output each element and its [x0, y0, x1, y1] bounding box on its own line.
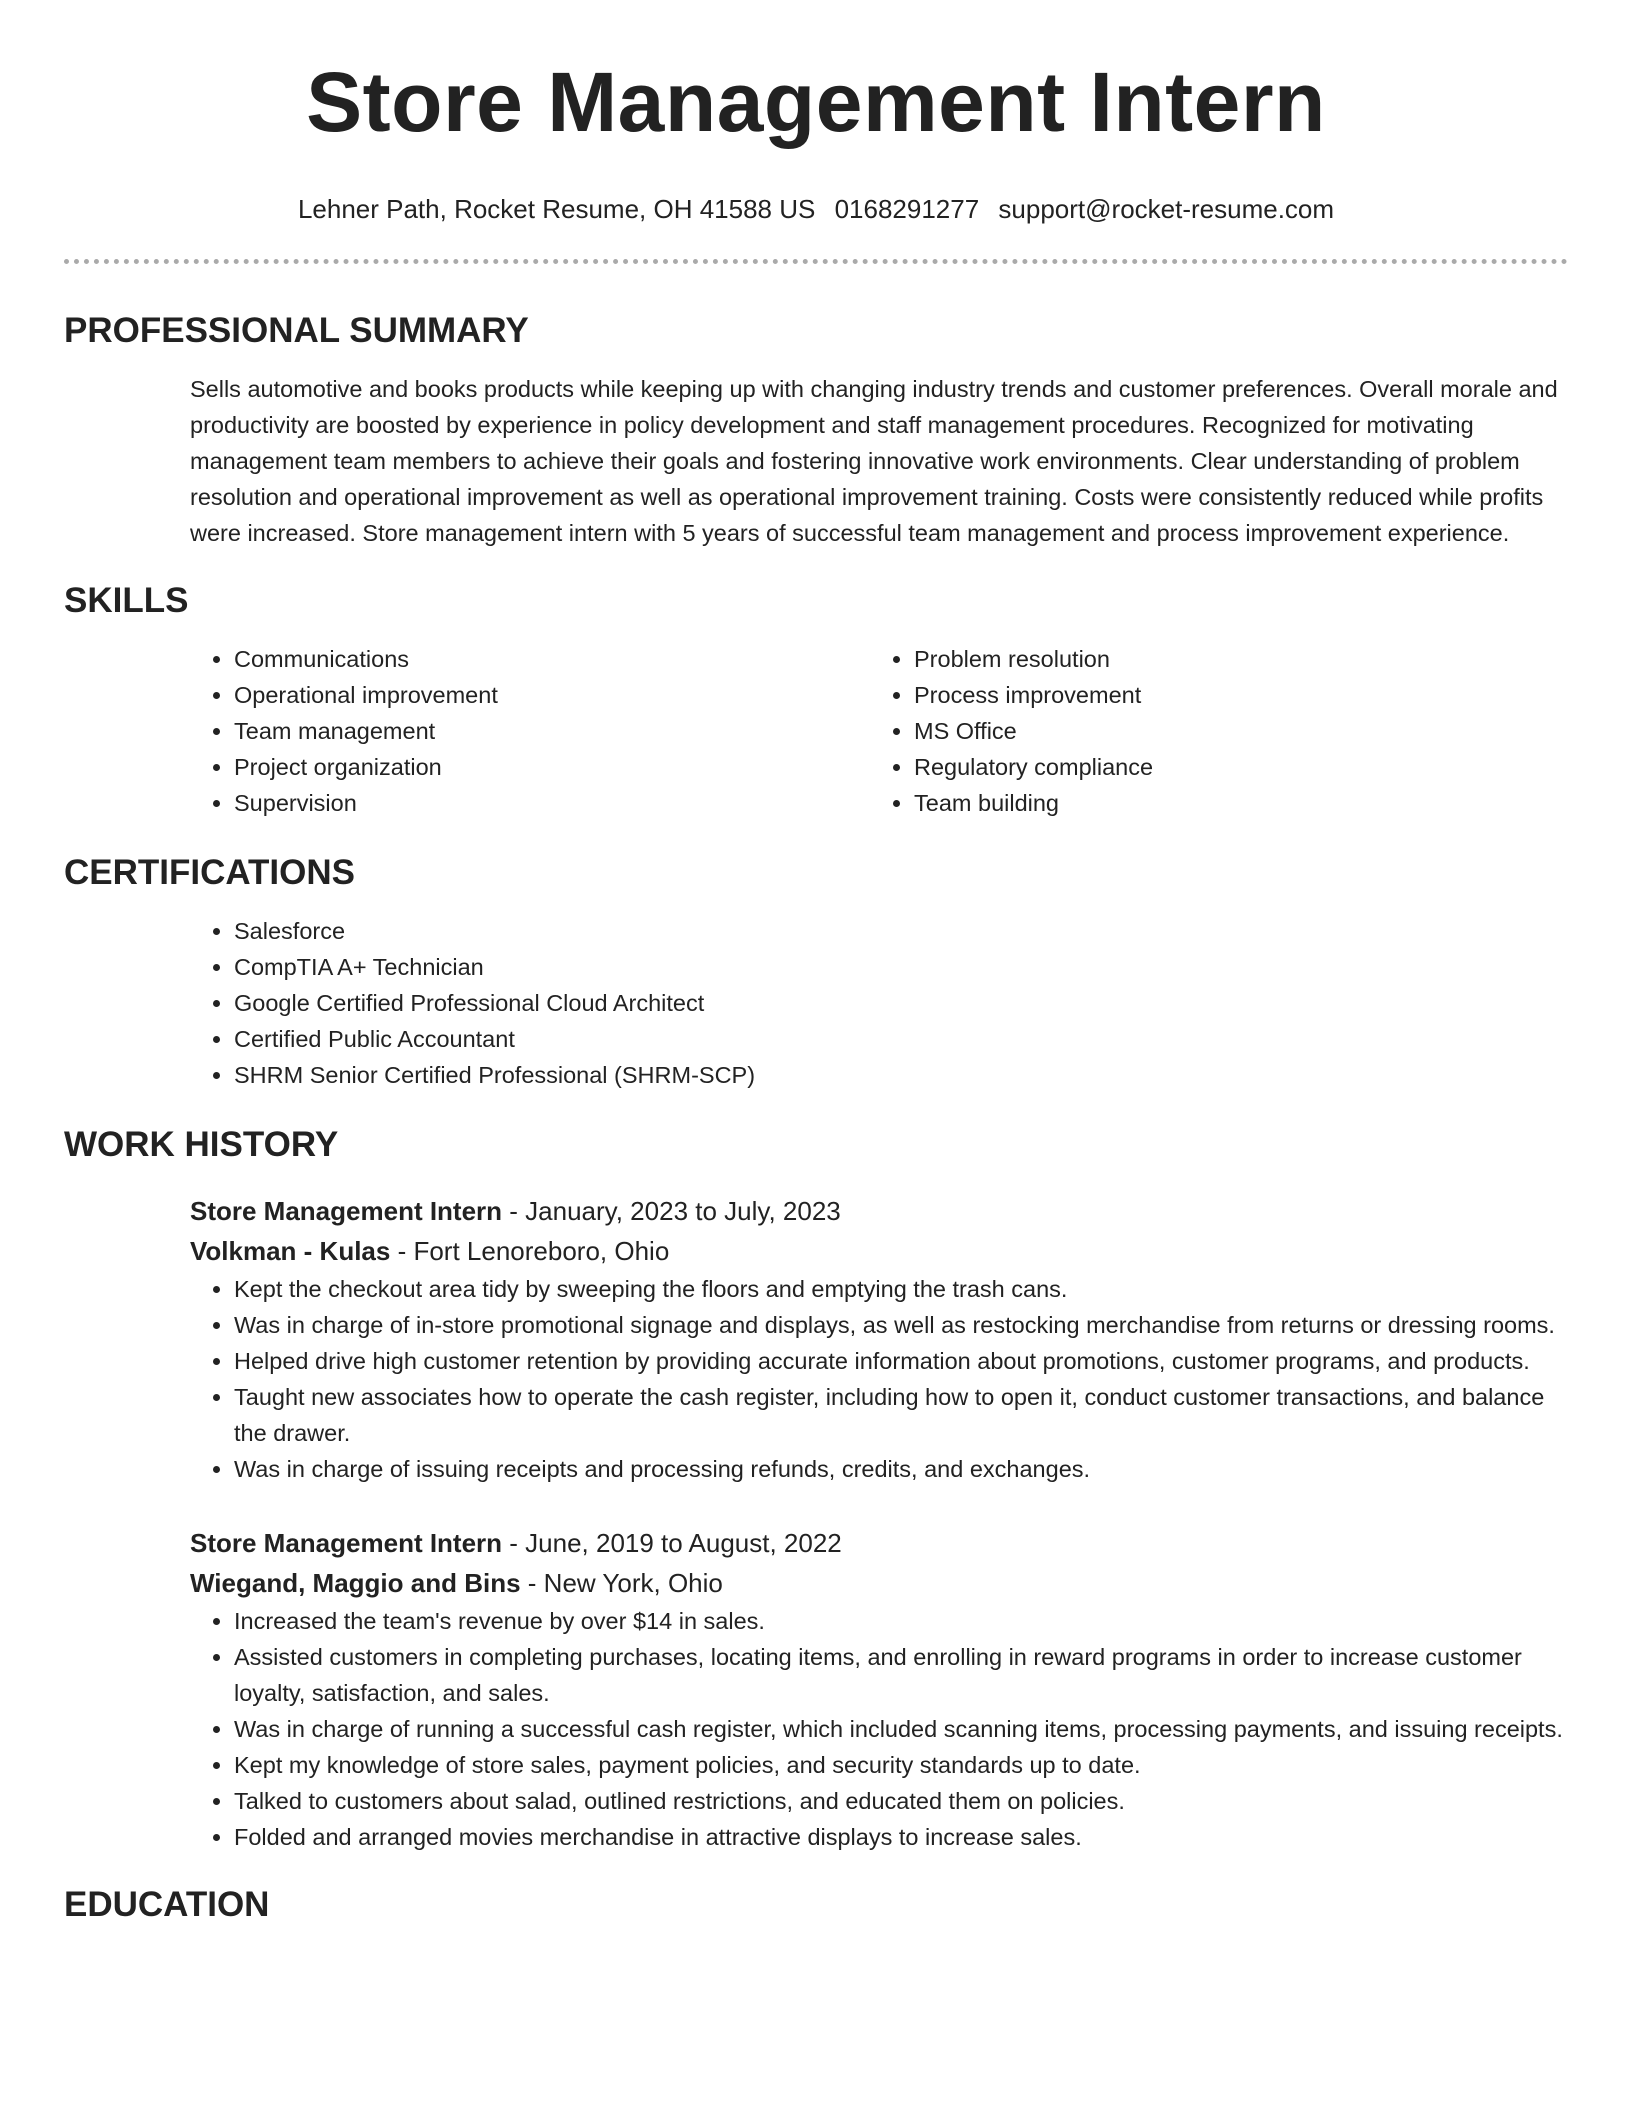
contact-phone: 0168291277 — [834, 194, 980, 224]
certification-item: • SHRM Senior Certified Professional (SHRM-SCP) — [234, 1057, 1568, 1093]
job-bullet: • Kept the checkout area tidy by sweeping the floors and emptying the trash cans. — [234, 1271, 1568, 1307]
skills-list-right — [870, 641, 1550, 821]
job-company-line — [190, 1563, 1568, 1603]
job-bullet: • Was in charge of running a successful cash register, which included scanning items, processing payments, and issuing receipts. — [234, 1711, 1568, 1747]
job-company: Volkman - Kulas — [190, 1236, 391, 1266]
skill-item: • MS Office — [914, 713, 1550, 749]
job-dates: - January, 2023 to July, 2023 — [502, 1196, 841, 1226]
skills-heading: SKILLS — [64, 581, 189, 620]
contact-line — [64, 192, 1568, 226]
header-divider — [64, 259, 1568, 264]
job-bullet: • Talked to customers about salad, outlined restrictions, and educated them on policies. — [234, 1783, 1568, 1819]
job-bullet: • Folded and arranged movies merchandise in attractive displays to increase sales. — [234, 1819, 1568, 1855]
job-bullet: • Increased the team's revenue by over $14 in sales. — [234, 1603, 1568, 1639]
job-location: - New York, Ohio — [520, 1568, 723, 1598]
job-bullet: • Assisted customers in completing purchases, locating items, and enrolling in reward programs in order to increase customer loyalty, satisfaction, and sales. — [234, 1639, 1568, 1711]
skill-item: • Regulatory compliance — [914, 749, 1550, 785]
skill-item: • Problem resolution — [914, 641, 1550, 677]
skill-item: • Supervision — [234, 785, 870, 821]
work-history-heading: WORK HISTORY — [64, 1125, 339, 1164]
skills-column-left — [190, 641, 870, 821]
job-role: Store Management Intern — [190, 1528, 503, 1558]
certification-item: • CompTIA A+ Technician — [234, 949, 1568, 985]
resume-name: Store Management Intern — [306, 55, 1326, 149]
job-bullets — [190, 1271, 1568, 1487]
job-dates: - June, 2019 to August, 2022 — [502, 1528, 842, 1558]
contact-address: Lehner Path, Rocket Resume, OH 41588 US — [297, 194, 816, 224]
skill-item: • Team building — [914, 785, 1550, 821]
summary-heading: PROFESSIONAL SUMMARY — [64, 311, 529, 350]
job-title-line — [190, 1191, 1568, 1231]
certifications-list-wrapper — [190, 913, 1568, 1093]
job-bullet: • Was in charge of in-store promotional signage and displays, as well as restocking merchandise from returns or dressing rooms. — [234, 1307, 1568, 1343]
skill-item: • Communications — [234, 641, 870, 677]
job-title-line — [190, 1523, 1568, 1563]
skill-item: • Team management — [234, 713, 870, 749]
job-bullets — [190, 1603, 1568, 1855]
job-company-line — [190, 1231, 1568, 1271]
certifications-list — [190, 913, 1568, 1093]
skills-column-right — [870, 641, 1550, 821]
certifications-heading: CERTIFICATIONS — [64, 853, 356, 892]
job-entry — [190, 1191, 1568, 1487]
summary-text: Sells automotive and books products while keeping up with changing industry trends and customer preferences. Overall morale and productivity are boosted by experience in policy development and staff management procedures. Recognized for motivating management team members to achieve their goals and fostering innovative work environments. Clear understanding of problem resolution and operational improvement as well as operational improvement training. Costs were consistently reduced while profits were increased. Store management intern with 5 years of successful team management and process improvement experience. — [190, 376, 1558, 546]
education-heading: EDUCATION — [64, 1885, 270, 1924]
skills-list-left — [190, 641, 870, 821]
job-bullet: • Was in charge of issuing receipts and processing refunds, credits, and exchanges. — [234, 1451, 1568, 1487]
job-company: Wiegand, Maggio and Bins — [190, 1568, 521, 1598]
job-location: - Fort Lenoreboro, Ohio — [390, 1236, 670, 1266]
contact-email: support@rocket-resume.com — [998, 194, 1335, 224]
job-entry — [190, 1523, 1568, 1855]
job-bullet: • Taught new associates how to operate the cash register, including how to open it, conduct customer transactions, and balance the drawer. — [234, 1379, 1568, 1451]
skills-grid — [190, 641, 1568, 821]
skill-item: • Operational improvement — [234, 677, 870, 713]
job-role: Store Management Intern — [190, 1196, 503, 1226]
certification-item: • Salesforce — [234, 913, 1568, 949]
skill-item: • Project organization — [234, 749, 870, 785]
certification-item: • Google Certified Professional Cloud Architect — [234, 985, 1568, 1021]
skill-item: • Process improvement — [914, 677, 1550, 713]
job-bullet: • Kept my knowledge of store sales, payment policies, and security standards up to date. — [234, 1747, 1568, 1783]
job-bullet: • Helped drive high customer retention by providing accurate information about promotions, customer programs, and products. — [234, 1343, 1568, 1379]
certification-item: • Certified Public Accountant — [234, 1021, 1568, 1057]
